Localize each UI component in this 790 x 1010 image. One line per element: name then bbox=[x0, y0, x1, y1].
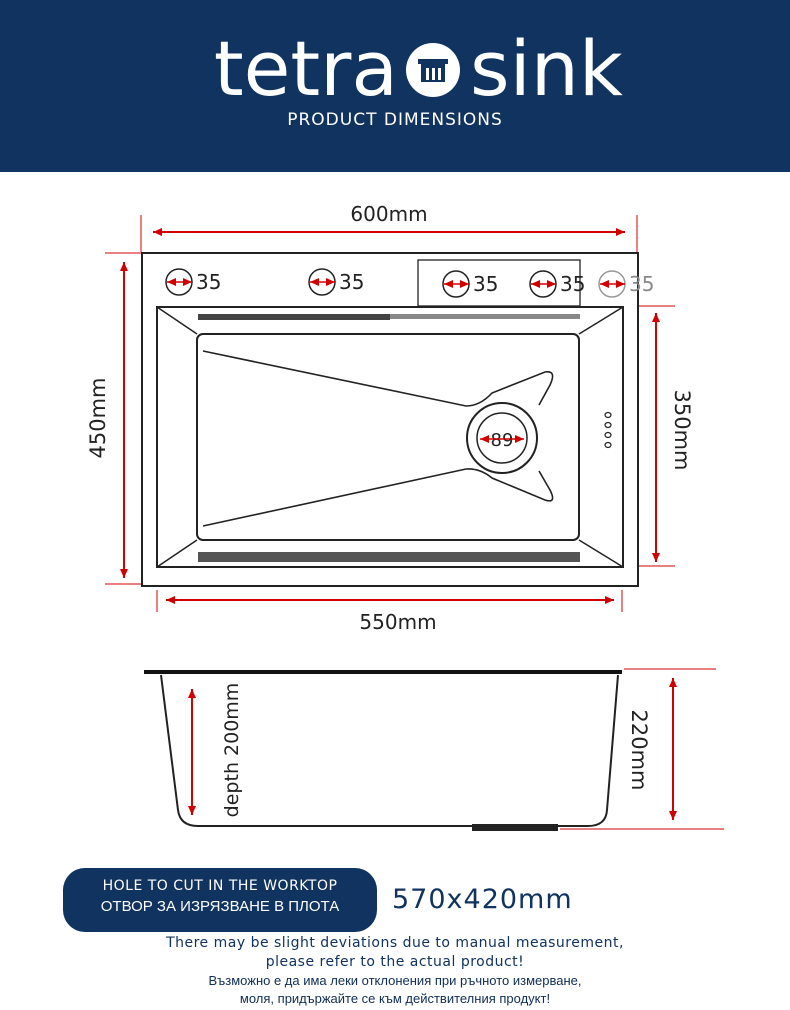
tap-hole-label: 35 bbox=[629, 272, 655, 296]
inner-height-label: 350mm bbox=[670, 389, 694, 471]
width-dimension-label: 600mm bbox=[350, 202, 428, 226]
cutout-size: 570x420mm bbox=[392, 884, 573, 915]
note-bg-line-1: Възможно е да има леки отклонения при ръчното измерване, bbox=[208, 973, 582, 988]
cutout-title-bg: ОТВОР ЗА ИЗРЯЗВАНЕ В ПЛОТА bbox=[100, 898, 340, 915]
brand-name-left: tetra bbox=[213, 24, 398, 110]
side-view bbox=[144, 669, 724, 831]
note-en-line-1: There may be slight deviations due to manual measurement, bbox=[166, 935, 624, 951]
cutout-title-en: HOLE TO CUT IN THE WORKTOP bbox=[102, 878, 338, 894]
tap-hole-label: 35 bbox=[473, 272, 499, 296]
tap-hole-label: 35 bbox=[196, 270, 222, 294]
note-bg-line-2: моля, придържайте се към действителния продукт! bbox=[239, 991, 551, 1006]
header-subtitle: PRODUCT DIMENSIONS bbox=[287, 110, 503, 130]
cutout-badge bbox=[63, 868, 377, 932]
top-ledge-slot bbox=[198, 314, 390, 320]
depth-label: depth 200mm bbox=[221, 682, 243, 818]
side-height-label: 220mm bbox=[627, 709, 651, 791]
inner-width-label: 550mm bbox=[359, 610, 437, 634]
top-ledge-slot-right bbox=[390, 314, 580, 319]
height-dimension-label: 450mm bbox=[86, 377, 110, 459]
note-en-line-2: please refer to the actual product! bbox=[265, 954, 525, 970]
brand-name-right: sink bbox=[470, 24, 623, 110]
tap-hole-label: 35 bbox=[560, 272, 586, 296]
side-drain-pipe bbox=[472, 824, 558, 831]
drain-diameter-label: 89 bbox=[490, 430, 514, 451]
tap-hole-label: 35 bbox=[339, 270, 365, 294]
bottom-ledge-slot bbox=[198, 552, 580, 562]
disclaimer-notes bbox=[0, 934, 790, 1008]
